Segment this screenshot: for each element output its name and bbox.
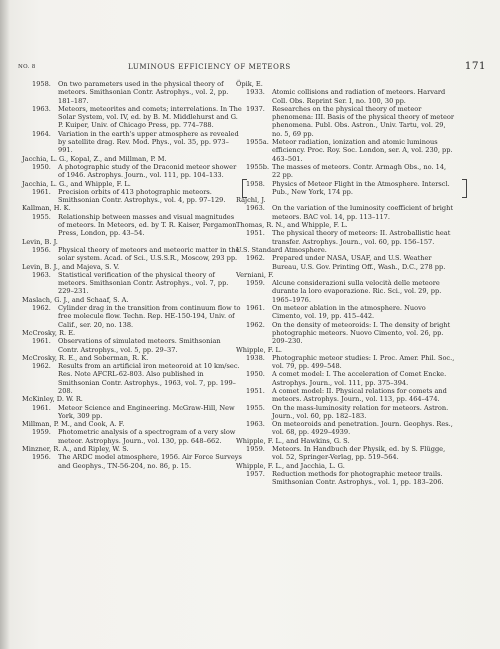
reference-author: Rajchl, J. xyxy=(236,196,266,205)
reference-entry xyxy=(236,354,456,371)
reference-author: McCrosky, R. E. xyxy=(22,328,76,337)
reference-entry xyxy=(236,229,456,246)
reference-year: 1955. xyxy=(32,212,51,221)
reference-text: The physical theory of meteors: II. Astroballistic heat transfer. Astrophys. Journ., vol. 60, pp. 156–157. xyxy=(272,229,451,246)
reference-entry xyxy=(22,428,242,445)
reference-text: Physics of Meteor Flight in the Atmosphere. Interscl. Pub., New York, 174 pp. xyxy=(272,179,450,196)
reference-author: Levin, B. J. xyxy=(22,237,58,246)
reference-text: Precision orbits of 413 photographic meteors. Smithsonian Contr. Astrophys., vol. 4, pp. 97–129. xyxy=(58,187,226,205)
reference-author: Thomas, R. N., and Whipple, F. L. xyxy=(236,221,348,230)
reference-entry xyxy=(236,304,456,321)
reference-year: 1958. xyxy=(246,179,265,188)
reference-text: Photographic meteor studies: I. Proc. Amer. Phil. Soc., vol. 79, pp. 499–548. xyxy=(272,353,455,371)
reference-text: On two parameters used in the physical theory of meteors. Smithsonian Contr. Astrophys., vol. 2, pp. 181–187. xyxy=(58,80,229,105)
reference-year: 1959. xyxy=(32,428,51,437)
reference-entry xyxy=(22,80,242,105)
reference-year: 1961. xyxy=(32,403,51,412)
reference-text: Reduction methods for photographic meteor trails. Smithsonian Contr. Astrophys., vol. 1, pp. 183–206. xyxy=(272,469,444,487)
reference-year: 1951. xyxy=(246,229,265,238)
reference-author: Verniani, F. xyxy=(236,270,274,279)
reference-text: Prepared under NASA, USAF, and U.S. Weather Bureau, U.S. Gov. Printing Off., Wash., D.C., 278 pp. xyxy=(272,254,446,271)
reference-text: A comet model: II. Physical relations for comets and meteors. Astrophys. Journ., vol. 113, pp. 464–474. xyxy=(272,386,447,404)
reference-year: 1938. xyxy=(246,353,265,362)
reference-text: Physical theory of meteors and meteoric matter in the solar system. Acad. of Sci., U.S.S.R., Moscow, 293 pp. xyxy=(58,245,240,263)
reference-year: 1955b. xyxy=(246,162,270,171)
reference-author: Maslach, G. J., and Schaaf, S. A. xyxy=(22,295,129,304)
reference-text: A comet model: I. The acceleration of Comet Encke. Astrophys. Journ., vol. 111, pp. 375–394. xyxy=(272,370,447,387)
reference-entry xyxy=(22,404,242,421)
reference-entry xyxy=(22,246,242,263)
running-title: LUMINOUS EFFICIENCY OF METEORS xyxy=(128,63,291,71)
reference-entry xyxy=(22,337,242,354)
reference-text: On the mass-luminosity relation for meteors. Astron. Journ., vol. 60, pp. 182–183. xyxy=(272,403,449,420)
reference-text: Atomic collisions and radiation of meteors. Harvard Coll. Obs. Reprint Ser. I, no. 100, 30 pp. xyxy=(272,88,446,105)
page-header xyxy=(18,60,486,76)
reference-year: 1955. xyxy=(246,403,265,412)
reference-entry xyxy=(236,404,456,421)
reference-author: Whipple, F. L., and Hawkins, G. S. xyxy=(236,436,350,445)
reference-entry xyxy=(236,420,456,437)
reference-entry xyxy=(236,204,456,221)
reference-year: 1951. xyxy=(246,386,265,395)
reference-text: Variation in the earth's upper atmosphere as revealed by satellite drag. Rev. Mod. Phys., vol. 35, pp. 973–991. xyxy=(58,129,239,155)
reference-entry xyxy=(22,213,242,238)
reference-year: 1937. xyxy=(246,104,265,113)
reference-author: Whipple, F. L., and Jacchia, L. G. xyxy=(236,461,345,470)
reference-text: Alcune considerazioni sulla velocità delle meteore durante la loro evaporazione. Ric. Sci., vol. 29, pp. 1965–1976. xyxy=(272,279,442,304)
bracket-mark-right xyxy=(462,179,467,199)
bracket-mark-left xyxy=(242,179,247,199)
reference-year: 1956. xyxy=(32,453,51,462)
references-left-column xyxy=(22,80,242,470)
reference-author: Öpik, E. xyxy=(236,80,263,88)
reference-text: Meteors. In Handbuch der Physik, ed. by S. Flügge, vol. 52, Springer-Verlag, pp. 519–564. xyxy=(272,445,446,462)
reference-entry xyxy=(236,470,456,487)
issue-number: NO. 8 xyxy=(18,64,36,70)
reference-author: Minzner, R. A., and Ripley, W. S. xyxy=(22,445,129,454)
reference-text: Meteor Science and Engineering. McGraw-Hill, New York, 309 pp. xyxy=(58,403,235,420)
reference-text: Meteors, meteorites and comets; interrelations. In The Solar System, vol. IV, ed. by B. M. Middlehurst and G. P. Kuiper, Univ. of Chicago Press, pp. 774–788. xyxy=(58,104,242,130)
reference-year: 1963. xyxy=(32,104,51,113)
reference-year: 1957. xyxy=(246,469,265,478)
reference-entry xyxy=(236,88,456,105)
reference-author: Jacchia, L. G., Kopal, Z., and Millman, P. M. xyxy=(22,154,167,163)
page-gutter-shadow xyxy=(0,0,10,649)
reference-text: On the variation of the luminosity coefficient of bright meteors. BAC vol. 14, pp. 113–117. xyxy=(272,204,454,221)
reference-text: On meteor ablation in the atmosphere. Nuovo Cimento, vol. 19, pp. 415–442. xyxy=(272,304,426,321)
reference-year: 1959. xyxy=(246,279,265,288)
reference-entry xyxy=(236,370,456,387)
reference-entry xyxy=(236,279,456,304)
reference-author: Whipple, F. L. xyxy=(236,345,282,354)
references-right-column xyxy=(236,80,456,487)
reference-year: 1955a. xyxy=(246,138,269,147)
reference-year: 1950. xyxy=(246,370,265,379)
reference-text: Results from an artificial iron meteoroid at 10 km/sec. Res. Note AFCRL-62-803. Also published in Smithsonian Contr. Astrophys., 1963, vol. 7, pp. 199–208. xyxy=(58,362,240,395)
reference-entry xyxy=(236,105,456,138)
reference-author: McKinley, D. W. R. xyxy=(22,395,83,404)
reference-entry xyxy=(236,387,456,404)
reference-entry xyxy=(22,304,242,329)
reference-entry xyxy=(22,130,242,155)
reference-text: Cylinder drag in the transition from continuum flow to free molecule flow. Techn. Rep. HE-150-194, Univ. of Calif., ser. 20, no. 138. xyxy=(58,304,241,329)
reference-text: Statistical verification of the physical theory of meteors. Smithsonian Contr. Astrophys., vol. 7, pp. 229–231. xyxy=(58,270,229,296)
reference-text: Researches on the physical theory of meteor phenomena: III. Basis of the physical theory of meteor phenomena. Publ. Obs. Astron., Univ. Tartu, vol. 29, no. 5, 69 pp. xyxy=(272,104,454,138)
reference-year: 1950. xyxy=(32,162,51,171)
reference-author: Jacchia, L. G., and Whipple, F. L. xyxy=(22,179,131,188)
reference-year: 1961. xyxy=(32,337,51,346)
reference-entry xyxy=(236,254,456,271)
reference-year: 1963. xyxy=(32,270,51,279)
reference-entry xyxy=(22,105,242,130)
reference-author: McCrosky, R. E., and Soberman, R. K. xyxy=(22,353,149,362)
reference-author: Kallman, H. K. xyxy=(22,204,71,213)
reference-text: The masses of meteors. Contr. Armagh Obs., no. 14, 22 pp. xyxy=(272,162,447,180)
reference-year: 1963. xyxy=(246,420,265,429)
reference-author: U.S. Standard Atmosphere. xyxy=(236,245,327,254)
reference-text: On meteoroids and penetration. Journ. Geophys. Res., vol. 68, pp. 4929–4939. xyxy=(272,420,453,437)
reference-text: Relationship between masses and visual magnitudes of meteors. In Meteors, ed. by T. R. Kaiser, Pergamon Press, London, pp. 43–54. xyxy=(58,212,237,238)
reference-entry xyxy=(236,163,456,180)
reference-text: A photographic study of the Draconid meteor shower of 1946. Astrophys. Journ., vol. 111, pp. 104–133. xyxy=(58,162,237,180)
reference-year: 1963. xyxy=(246,204,265,213)
reference-entry xyxy=(236,180,456,197)
reference-year: 1962. xyxy=(32,304,51,313)
reference-year: 1961. xyxy=(32,187,51,196)
page-number: 171 xyxy=(464,60,486,72)
reference-year: 1933. xyxy=(246,88,265,97)
reference-text: On the density of meteoroids: I. The density of bright photographic meteors. Nuovo Cimento, vol. 26, pp. 209–230. xyxy=(272,320,451,346)
reference-year: 1962. xyxy=(246,320,265,329)
reference-entry xyxy=(236,445,456,462)
reference-entry xyxy=(22,188,242,205)
reference-year: 1956. xyxy=(32,245,51,254)
reference-entry xyxy=(22,362,242,395)
reference-entry xyxy=(236,138,456,163)
reference-text: Photometric analysis of a spectrogram of a very slow meteor. Astrophys. Journ., vol. 130, pp. 648–662. xyxy=(58,428,236,445)
reference-entry xyxy=(236,321,456,346)
reference-text: Meteor radiation, ionization and atomic luminous efficiency. Proc. Roy. Soc. London, ser. A, vol. 230, pp. 463–501. xyxy=(272,138,453,163)
reference-author: Millman, P. M., and Cook, A. F. xyxy=(22,420,125,429)
reference-text: The ARDC model atmosphere, 1956. Air Force Surveys and Geophys., TN-56-204, no. 86, p. 15. xyxy=(58,453,242,470)
reference-year: 1958. xyxy=(32,80,51,88)
reference-entry xyxy=(22,271,242,296)
reference-year: 1962. xyxy=(32,362,51,371)
reference-year: 1961. xyxy=(246,304,265,313)
reference-author: Levin, B. J., and Majeva, S. V. xyxy=(22,262,120,271)
reference-year: 1964. xyxy=(32,129,51,138)
reference-entry xyxy=(22,163,242,180)
reference-text: Observations of simulated meteors. Smithsonian Contr. Astrophys., vol. 5, pp. 29–37. xyxy=(58,337,221,354)
reference-year: 1962. xyxy=(246,254,265,263)
reference-year: 1959. xyxy=(246,445,265,454)
reference-entry xyxy=(22,453,242,470)
